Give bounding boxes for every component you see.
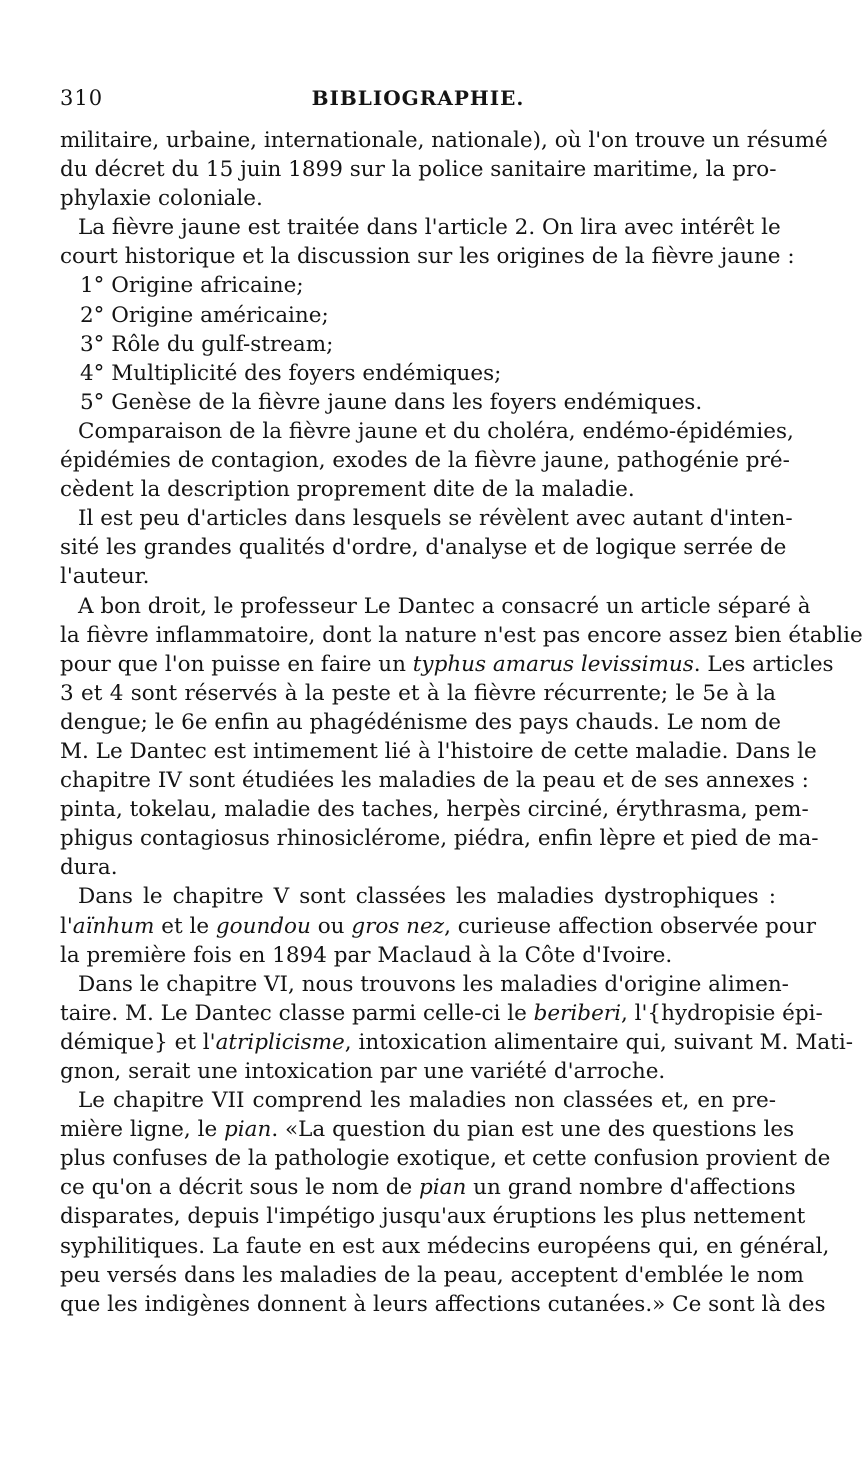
text-line: Dans le chapitre VI, nous trouvons les maladies d'origine alimen- <box>78 971 789 997</box>
text-line: que les indigènes donnent à leurs affections cutanées.» Ce sont là des <box>60 1291 826 1317</box>
text-line: phylaxie coloniale. <box>60 186 263 212</box>
text-line: Comparaison de la fièvre jaune et du choléra, endémo-épidémies, <box>78 418 794 444</box>
text-line: chapitre IV sont étudiées les maladies de la peau et de ses annexes : <box>60 768 809 794</box>
text-line: 3° Rôle du gulf-stream; <box>80 331 334 357</box>
text-line: 4° Multiplicité des foyers endémiques; <box>80 360 502 386</box>
text-line: M. Le Dantec est intimement lié à l'histoire de cette maladie. Dans le <box>60 738 817 764</box>
text-line: syphilitiques. La faute en est aux médecins européens qui, en général, <box>60 1233 830 1259</box>
text-line: 2° Origine américaine; <box>80 302 329 328</box>
text-line: la première fois en 1894 par Maclaud à la Côte d'Ivoire. <box>60 942 673 968</box>
text-line: plus confuses de la pathologie exotique, et cette confusion provient de <box>60 1146 831 1172</box>
text-line: ce qu'on a décrit sous le nom de pian un grand nombre d'affections <box>60 1175 796 1201</box>
running-title: BIBLIOGRAPHIE. <box>311 86 525 110</box>
text-line: du décret du 15 juin 1899 sur la police sanitaire maritime, la pro- <box>60 157 777 183</box>
text-line: démique} et l'atriplicisme, intoxication alimentaire qui, suivant M. Mati- <box>60 1029 853 1055</box>
text-line: l'auteur. <box>60 564 150 590</box>
text-line: 1° Origine africaine; <box>80 273 304 299</box>
text-line: peu versés dans les maladies de la peau, acceptent d'emblée le nom <box>60 1262 804 1288</box>
text-line: Dans le chapitre V sont classées les maladies dystrophiques : <box>78 884 776 910</box>
text-line: dengue; le 6e enfin au phagédénisme des pays chauds. Le nom de <box>60 709 781 735</box>
text-line: Le chapitre VII comprend les maladies non classées et, en pre- <box>78 1088 776 1114</box>
text-line: La fièvre jaune est traitée dans l'article 2. On lira avec intérêt le <box>78 215 781 241</box>
text-line: la fièvre inflammatoire, dont la nature n'est pas encore assez bien établie <box>60 622 863 648</box>
text-line: cèdent la description proprement dite de la maladie. <box>60 477 635 503</box>
text-line: mière ligne, le pian. «La question du pian est une des questions les <box>60 1117 795 1143</box>
text-line: gnon, serait une intoxication par une variété d'arroche. <box>60 1059 666 1084</box>
text-line: sité les grandes qualités d'ordre, d'analyse et de logique serrée de <box>60 535 787 561</box>
text-line: taire. M. Le Dantec classe parmi celle-ci le beriberi, l'{hydropisie épi- <box>60 1000 823 1026</box>
text-line: l'aïnhum et le goundou ou gros nez, curieuse affection observée pour <box>60 913 816 939</box>
text-line: disparates, depuis l'impétigo jusqu'aux éruptions les plus nettement <box>60 1204 806 1230</box>
text-line: Il est peu d'articles dans lesquels se révèlent avec autant d'inten- <box>78 506 793 532</box>
body-text <box>60 126 863 1319</box>
text-line: A bon droit, le professeur Le Dantec a consacré un article séparé à <box>78 593 811 619</box>
text-line: pinta, tokelau, maladie des taches, herpès circiné, érythrasma, pem- <box>60 797 809 823</box>
page-header <box>60 86 776 116</box>
text-line: militaire, urbaine, internationale, nationale), où l'on trouve un résumé <box>60 128 828 153</box>
text-line: dura. <box>60 855 118 881</box>
text-line: pour que l'on puisse en faire un typhus amarus levissimus. Les articles <box>60 651 834 677</box>
text-line: phigus contagiosus rhinosiclérome, piédra, enfin lèpre et pied de ma- <box>60 826 819 852</box>
text-line: 5° Genèse de la fièvre jaune dans les foyers endémiques. <box>80 389 703 415</box>
text-line: épidémies de contagion, exodes de la fièvre jaune, pathogénie pré- <box>60 448 790 474</box>
page-number: 310 <box>60 86 104 110</box>
text-line: court historique et la discussion sur les origines de la fièvre jaune : <box>60 244 795 270</box>
text-line: 3 et 4 sont réservés à la peste et à la fièvre récurrente; le 5e à la <box>60 680 776 706</box>
